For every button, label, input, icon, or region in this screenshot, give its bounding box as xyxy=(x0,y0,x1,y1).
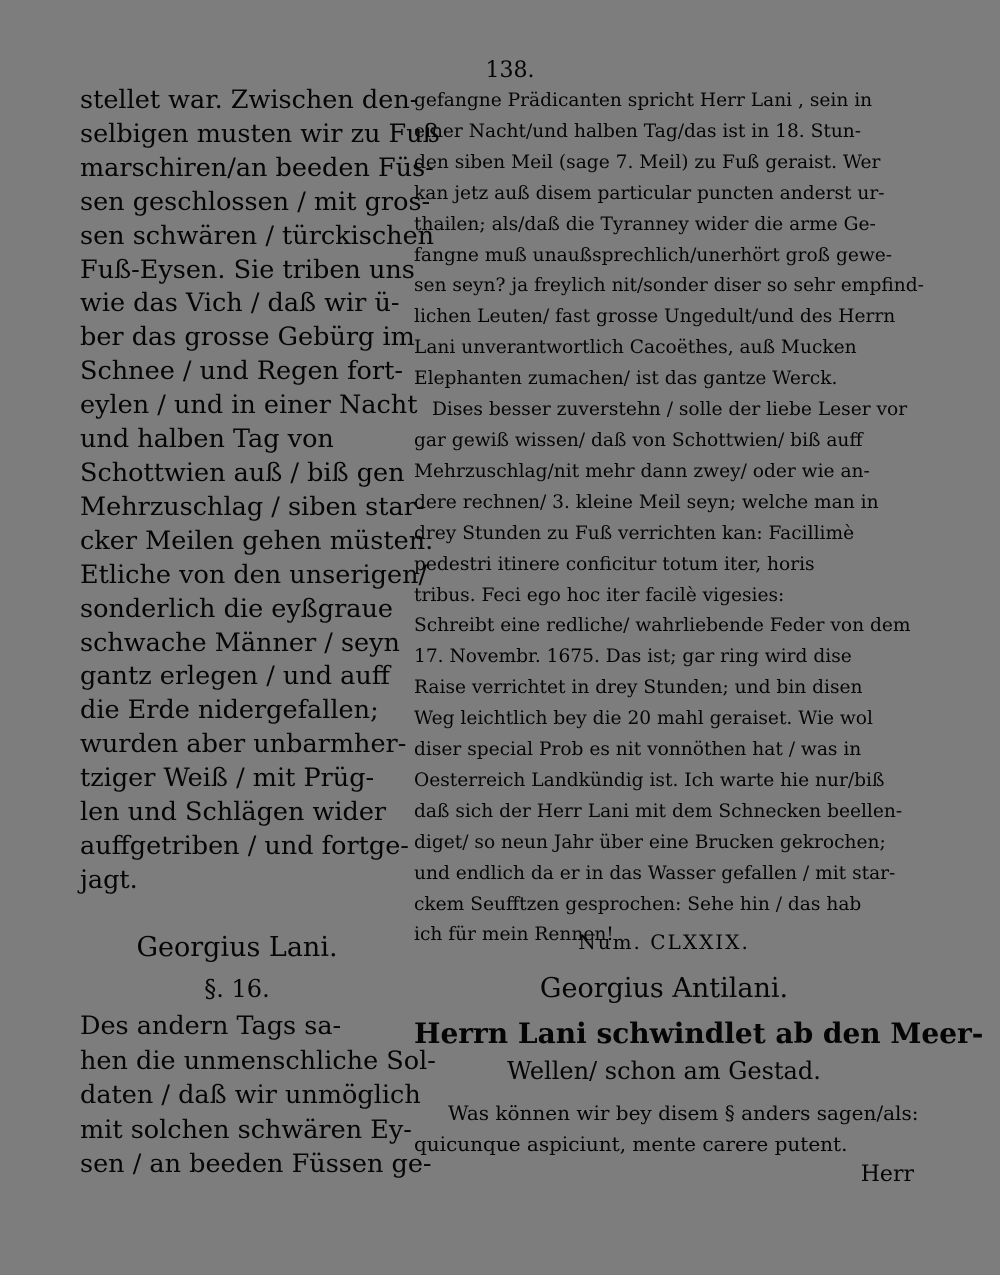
page-number: 138. xyxy=(485,58,535,83)
text-line: Dises besser zuverstehn / solle der liebe Leser vor xyxy=(432,399,908,421)
text-line: daten / daß wir unmöglich xyxy=(80,1080,421,1111)
text-line: ckem Seufftzen gesprochen: Sehe hin / das hab xyxy=(414,893,862,915)
left-section xyxy=(80,925,436,1182)
text-line: Mehrzuschlag / siben star- xyxy=(80,491,425,522)
text-line: gantz erlegen / und auff xyxy=(80,661,390,692)
text-line: sen seyn? ja freylich nit/sonder diser so sehr empfind- xyxy=(414,275,924,297)
text-line: selbigen musten wir zu Fuß xyxy=(80,118,440,149)
text-line: Schreibt eine redliche/ wahrliebende Feder von dem xyxy=(414,615,911,637)
text-line: Etliche von den unserigen/ xyxy=(80,559,428,590)
text-line: Lani unverantwortlich Cacoëthes, auß Mucken xyxy=(414,337,857,359)
text-line: dere rechnen/ 3. kleine Meil seyn; welche man in xyxy=(414,491,879,513)
catchword: Herr xyxy=(860,1162,914,1187)
text-line: mit solchen schwären Ey- xyxy=(80,1114,412,1145)
text-line: diser special Prob es nit vonnöthen hat / was in xyxy=(414,739,862,761)
text-line: hen die unmenschliche Sol- xyxy=(80,1045,436,1076)
text-line: drey Stunden zu Fuß verrichten kan: Facillimè xyxy=(414,522,855,544)
right-column xyxy=(414,86,924,951)
section-number: Num. CLXXIX. xyxy=(578,930,750,954)
section-title: Herrn Lani schwindlet ab den Meer- xyxy=(414,1017,984,1050)
text-line: Mehrzuschlag/nit mehr dann zwey/ oder wie an- xyxy=(414,460,870,482)
text-line: 17. Novembr. 1675. Das ist; gar ring wird dise xyxy=(414,646,852,668)
section-body xyxy=(414,1098,919,1160)
text-line: eylen / und in einer Nacht xyxy=(80,390,418,421)
text-line: und halben Tag von xyxy=(80,424,334,455)
text-line: Fuß-Eysen. Sie triben uns xyxy=(80,254,415,285)
text-line: fangne muß unaußsprechlich/unerhört groß gewe- xyxy=(414,244,893,266)
text-line: sen / an beeden Füssen ge- xyxy=(80,1149,432,1180)
text-line: cker Meilen gehen müsten. xyxy=(80,525,434,556)
text-line: und endlich da er in das Wasser gefallen / mit star- xyxy=(414,862,896,884)
text-line: Schnee / und Regen fort- xyxy=(80,356,403,387)
text-line: Des andern Tags sa- xyxy=(80,1011,342,1041)
text-line: stellet war. Zwischen den- xyxy=(80,85,419,115)
text-line: sen schwären / türckischen xyxy=(80,220,435,251)
text-line: die Erde nidergefallen; xyxy=(80,695,379,726)
text-line: Elephanten zumachen/ ist das gantze Werck. xyxy=(414,368,838,390)
text-line: quicunque aspiciunt, mente carere putent. xyxy=(414,1132,848,1156)
section-body xyxy=(80,1009,436,1182)
text-line: wurden aber unbarmher- xyxy=(80,729,407,760)
section-subtitle: Wellen/ schon am Gestad. xyxy=(507,1057,821,1085)
text-line: Was können wir bey disem § anders sagen/als: xyxy=(448,1101,919,1125)
text-line: sonderlich die eyßgraue xyxy=(80,593,394,624)
text-line: Oesterreich Landkündig ist. Ich warte hie nur/biß xyxy=(414,769,885,791)
text-line: kan jetz auß disem particular puncten anderst ur- xyxy=(414,182,885,204)
text-line: marschiren/an beeden Füs- xyxy=(80,152,434,183)
text-line: tribus. Feci ego hoc iter facilè vigesies: xyxy=(414,584,785,606)
text-line: diget/ so neun Jahr über eine Brucken gekrochen; xyxy=(414,831,886,853)
text-line: gefangne Prädicanten spricht Herr Lani , sein in xyxy=(414,90,873,111)
paragraph-number: §. 16. xyxy=(204,975,270,1003)
text-line: ber das grosse Gebürg im xyxy=(80,322,415,353)
text-line: thailen; als/daß die Tyranney wider die arme Ge- xyxy=(414,213,876,235)
text-line: Raise verrichtet in drey Stunden; und bin disen xyxy=(414,677,863,699)
section-heading: Georgius Lani. xyxy=(136,932,338,963)
text-line: lichen Leuten/ fast grosse Ungedult/und des Herrn xyxy=(414,306,896,328)
text-line: gar gewiß wissen/ daß von Schottwien/ biß auff xyxy=(414,429,863,451)
text-line: pedestri itinere conficitur totum iter, horis xyxy=(414,553,815,575)
text-line: daß sich der Herr Lani mit dem Schnecken beellen- xyxy=(414,800,903,822)
text-line: tziger Weiß / mit Prüg- xyxy=(80,763,375,794)
text-line: Schottwien auß / biß gen xyxy=(80,457,405,488)
text-line: auffgetriben / und fortge- xyxy=(80,830,409,861)
text-line: wie das Vich / daß wir ü- xyxy=(80,288,400,319)
text-line: den siben Meil (sage 7. Meil) zu Fuß geraist. Wer xyxy=(414,151,881,173)
text-line: len und Schlägen wider xyxy=(80,797,387,828)
text-line: einer Nacht/und halben Tag/das ist in 18. Stun- xyxy=(414,120,862,142)
right-section xyxy=(414,920,984,1190)
left-column xyxy=(80,84,440,898)
text-line: schwache Männer / seyn xyxy=(80,627,400,658)
text-line: jagt. xyxy=(80,864,138,895)
text-line: sen geschlossen / mit gros- xyxy=(80,186,431,217)
text-line: ich für mein Rennen! xyxy=(414,924,614,946)
text-line: Weg leichtlich bey die 20 mahl geraiset. Wie wol xyxy=(414,708,873,730)
section-heading: Georgius Antilani. xyxy=(539,973,789,1004)
